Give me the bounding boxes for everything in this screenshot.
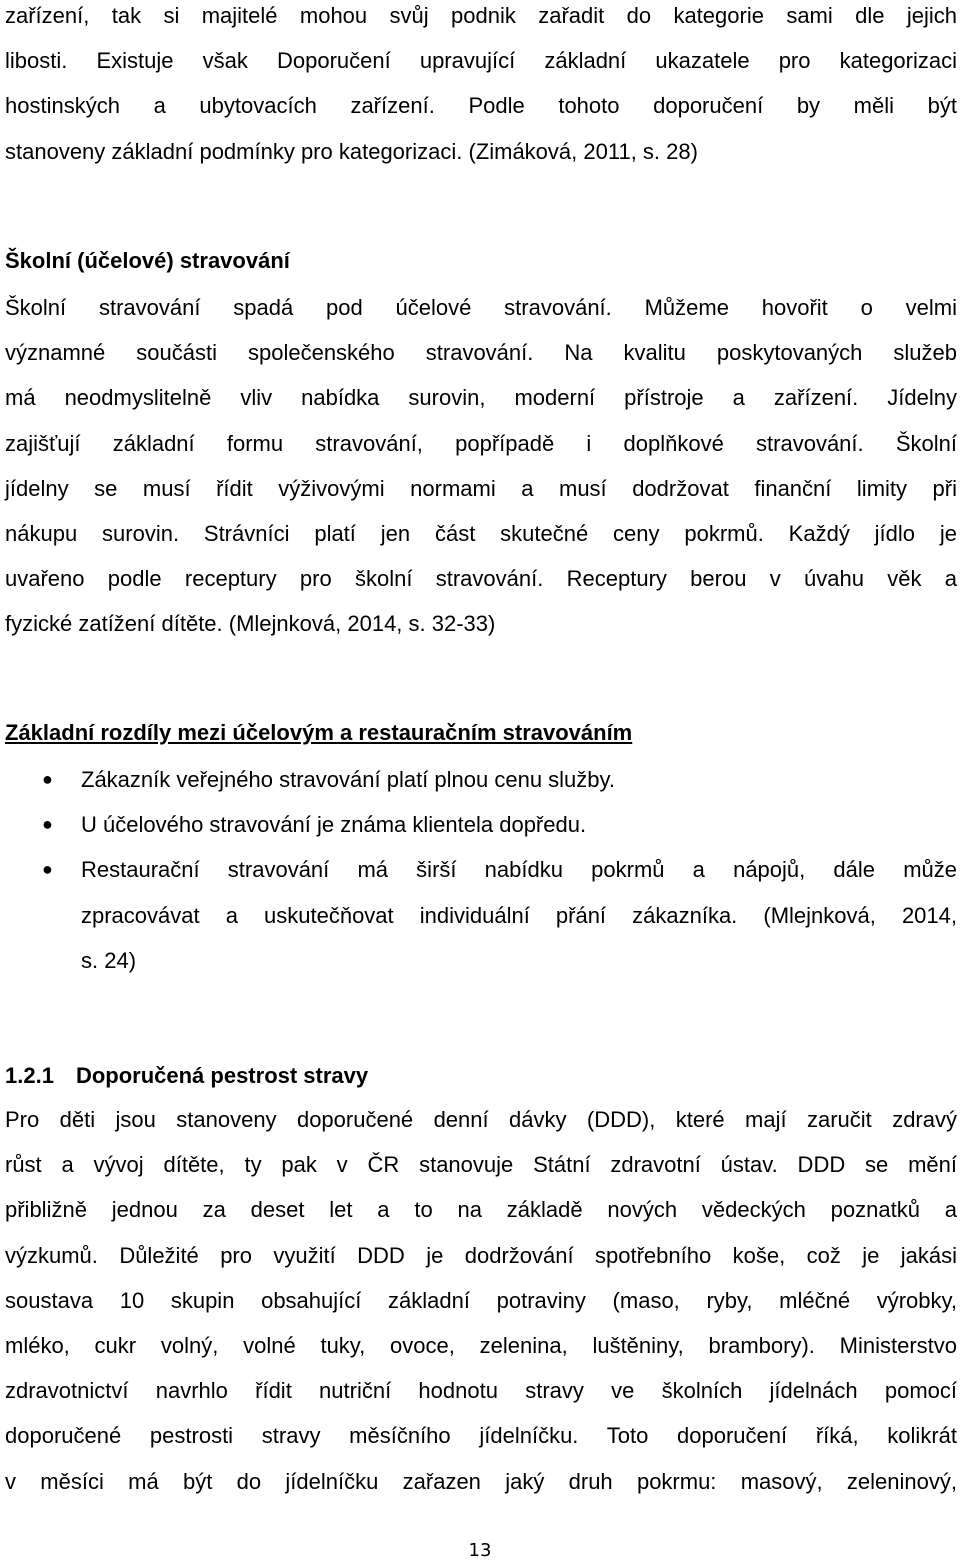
text-line: doporučené pestrosti stravy měsíčního jídelníčku. Toto doporučení říká, kolikrát — [5, 1423, 957, 1449]
text-line: významné součásti společenského stravování. Na kvalitu poskytovaných služeb — [5, 340, 957, 366]
bullet-icon: ● — [42, 769, 53, 789]
section-title: Doporučená pestrost stravy — [75, 1063, 369, 1088]
text-line: Pro děti jsou stanoveny doporučené denní dávky (DDD), které mají zaručit zdravý — [5, 1107, 957, 1132]
section-heading-recommended-variety — [5, 1061, 368, 1091]
text-line: nákupu surovin. Strávníci platí jen část skutečné ceny pokrmů. Každý jídlo je — [5, 521, 957, 547]
text-line: jídelny se musí řídit výživovými normami a musí dodržovat finanční limity při — [5, 475, 957, 501]
text-line: zařízení, tak si majitelé mohou svůj podnik zařadit do kategorie sami dle jejich — [5, 3, 957, 28]
text-line: růst a vývoj dítěte, ty pak v ČR stanovuje Státní zdravotní ústav. DDD se mění — [5, 1152, 957, 1178]
text-line: výzkumů. Důležité pro využití DDD je dodržování spotřebního koše, což je jakási — [5, 1242, 957, 1268]
text-line: uvařeno podle receptury pro školní stravování. Receptury berou v úvahu věk a — [5, 566, 957, 592]
intro-paragraph — [5, 0, 957, 174]
text-line: zpracovávat a uskutečňovat individuální přání zákazníka. (Mlejnková, 2014, — [81, 902, 957, 928]
text-line: zdravotnictví navrhlo řídit nutriční hodnotu stravy ve školních jídelnách pomocí — [5, 1378, 957, 1404]
text-line: libosti. Existuje však Doporučení upravující základní ukazatele pro kategorizaci — [5, 48, 957, 74]
section-heading-school-catering: Školní (účelové) stravování — [5, 248, 290, 273]
text-line: mléko, cukr volný, volné tuky, ovoce, zelenina, luštěniny, brambory). Ministerstvo — [5, 1333, 957, 1359]
text-line: Školní stravování spadá pod účelové stravování. Můžeme hovořit o velmi — [5, 295, 957, 320]
text-line: zajišťují základní formu stravování, popřípadě i doplňkové stravování. Školní — [5, 430, 957, 456]
bullet-icon: ● — [42, 859, 53, 880]
text-line: s. 24) — [81, 947, 137, 973]
text-line: Zákazník veřejného stravování platí plnou cenu služby. — [81, 767, 616, 792]
bullet-icon: ● — [42, 814, 53, 835]
text-line: fyzické zatížení dítěte. (Mlejnková, 2014, s. 32-33) — [5, 611, 496, 637]
text-line: Restaurační stravování má širší nabídku pokrmů a nápojů, dále může — [81, 857, 957, 883]
differences-list — [5, 757, 957, 983]
section-heading-differences: Základní rozdíly mezi účelovým a restauračním stravováním — [5, 720, 633, 745]
list-item — [5, 802, 957, 847]
text-line: soustava 10 skupin obsahující základní potraviny (maso, ryby, mléčné výrobky, — [5, 1287, 957, 1313]
text-line: má neodmyslitelně vliv nabídka surovin, moderní přístroje a zařízení. Jídelny — [5, 385, 957, 411]
text-line: hostinských a ubytovacích zařízení. Podle tohoto doporučení by měli být — [5, 93, 957, 119]
section-number: 1.2.1 — [5, 1063, 54, 1088]
text-line: U účelového stravování je známa klientela dopředu. — [81, 812, 587, 838]
school-catering-paragraph — [5, 285, 957, 647]
list-item — [5, 757, 957, 802]
recommended-variety-paragraph — [5, 1097, 957, 1504]
text-line: přibližně jednou za deset let a to na základě nových vědeckých poznatků a — [5, 1197, 957, 1223]
text-line: stanoveny základní podmínky pro kategorizaci. (Zimáková, 2011, s. 28) — [5, 138, 698, 164]
list-item — [5, 847, 957, 983]
page-number: 13 — [468, 1540, 492, 1561]
text-line: v měsíci má být do jídelníčku zařazen jaký druh pokrmu: masový, zeleninový, — [5, 1468, 957, 1494]
